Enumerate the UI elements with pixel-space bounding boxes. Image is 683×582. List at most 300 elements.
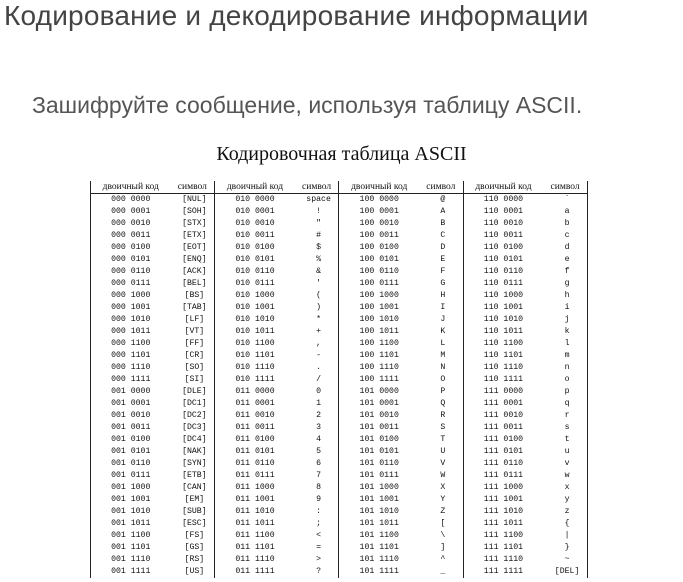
binary-code-cell: 111 0111 bbox=[483, 471, 524, 481]
binary-code-cell: 100 0000 bbox=[359, 195, 399, 205]
task-instruction: Зашифруйте сообщение, используя таблицу ASCII. bbox=[32, 92, 583, 118]
symbol-cell: [NAK] bbox=[170, 446, 214, 458]
symbol-cell: [LF] bbox=[170, 314, 214, 326]
table-row bbox=[91, 410, 588, 422]
binary-code-cell: 011 0010 bbox=[235, 411, 275, 421]
column-header: символ bbox=[419, 181, 463, 194]
symbol-cell: p bbox=[543, 386, 587, 398]
binary-code-cell: 111 1100 bbox=[483, 531, 524, 541]
symbol-cell: j bbox=[543, 314, 587, 326]
symbol-cell: J bbox=[419, 314, 463, 326]
symbol-cell: [CAN] bbox=[170, 482, 214, 494]
column-header: символ bbox=[543, 181, 587, 194]
table-row bbox=[91, 566, 588, 578]
symbol-cell: L bbox=[419, 338, 463, 350]
binary-code-cell: 011 1100 bbox=[235, 531, 275, 541]
symbol-cell: $ bbox=[295, 242, 339, 254]
symbol-cell: q bbox=[543, 398, 587, 410]
symbol-cell: Z bbox=[419, 506, 463, 518]
binary-code-cell: 110 1110 bbox=[483, 363, 524, 373]
binary-code-cell: 101 0101 bbox=[359, 447, 399, 457]
binary-code-cell: 010 0000 bbox=[235, 195, 275, 205]
symbol-cell: B bbox=[419, 218, 463, 230]
binary-code-cell: 000 1100 bbox=[91, 338, 171, 350]
table-row bbox=[91, 290, 588, 302]
table-row bbox=[91, 266, 588, 278]
binary-code-cell: 010 1110 bbox=[235, 363, 275, 373]
symbol-cell: 2 bbox=[295, 410, 339, 422]
symbol-cell: d bbox=[543, 242, 587, 254]
symbol-cell: n bbox=[543, 362, 587, 374]
binary-code-cell: 000 0100 bbox=[91, 242, 171, 254]
symbol-cell: [RS] bbox=[170, 554, 214, 566]
binary-code-cell: 001 0101 bbox=[91, 446, 171, 458]
symbol-cell: + bbox=[295, 326, 339, 338]
binary-code-cell: 110 0000 bbox=[483, 195, 524, 205]
binary-code-cell: 110 1011 bbox=[483, 327, 524, 337]
symbol-cell: f bbox=[543, 266, 587, 278]
table-row bbox=[91, 470, 588, 482]
binary-code-cell: 011 0110 bbox=[235, 459, 275, 469]
symbol-cell: = bbox=[295, 542, 339, 554]
symbol-cell: a bbox=[543, 206, 587, 218]
table-body bbox=[91, 194, 588, 578]
table-row bbox=[91, 518, 588, 530]
binary-code-cell: 111 0010 bbox=[483, 411, 524, 421]
column-header: двоичный код bbox=[339, 181, 419, 194]
binary-code-cell: 011 1001 bbox=[235, 495, 275, 505]
symbol-cell: ( bbox=[295, 290, 339, 302]
symbol-cell: 0 bbox=[295, 386, 339, 398]
binary-code-cell: 001 1010 bbox=[91, 506, 171, 518]
binary-code-cell: 010 0111 bbox=[235, 279, 275, 289]
symbol-cell: [GS] bbox=[170, 542, 214, 554]
symbol-cell: H bbox=[419, 290, 463, 302]
symbol-cell: " bbox=[295, 218, 339, 230]
symbol-cell: 6 bbox=[295, 458, 339, 470]
symbol-cell: [NUL] bbox=[170, 194, 214, 206]
table-row bbox=[91, 554, 588, 566]
binary-code-cell: 111 0001 bbox=[483, 399, 524, 409]
binary-code-cell: 110 1001 bbox=[483, 303, 524, 313]
binary-code-cell: 000 1010 bbox=[91, 314, 171, 326]
binary-code-cell: 101 0110 bbox=[359, 459, 399, 469]
binary-code-cell: 101 1110 bbox=[359, 555, 399, 565]
binary-code-cell: 001 0010 bbox=[91, 410, 171, 422]
symbol-cell: ' bbox=[295, 278, 339, 290]
binary-code-cell: 000 0111 bbox=[91, 278, 171, 290]
binary-code-cell: 010 1001 bbox=[235, 303, 275, 313]
binary-code-cell: 111 1010 bbox=[483, 507, 524, 517]
table-row bbox=[91, 362, 588, 374]
binary-code-cell: 101 1000 bbox=[359, 483, 399, 493]
binary-code-cell: 111 1111 bbox=[483, 567, 524, 576]
binary-code-cell: 110 0100 bbox=[483, 243, 524, 253]
symbol-cell: h bbox=[543, 290, 587, 302]
symbol-cell: [ETB] bbox=[170, 470, 214, 482]
symbol-cell: y bbox=[543, 494, 587, 506]
binary-code-cell: 100 1000 bbox=[359, 291, 399, 301]
symbol-cell: 4 bbox=[295, 434, 339, 446]
binary-code-cell: 011 1000 bbox=[235, 483, 275, 493]
symbol-cell: 7 bbox=[295, 470, 339, 482]
binary-code-cell: 110 1101 bbox=[483, 351, 524, 361]
symbol-cell: F bbox=[419, 266, 463, 278]
binary-code-cell: 100 0100 bbox=[359, 243, 399, 253]
symbol-cell: [SYN] bbox=[170, 458, 214, 470]
symbol-cell: [FF] bbox=[170, 338, 214, 350]
symbol-cell: | bbox=[543, 530, 587, 542]
symbol-cell: ! bbox=[295, 206, 339, 218]
binary-code-cell: 101 1111 bbox=[359, 567, 399, 576]
symbol-cell: @ bbox=[419, 194, 463, 206]
symbol-cell: g bbox=[543, 278, 587, 290]
binary-code-cell: 111 1110 bbox=[483, 555, 524, 565]
symbol-cell: U bbox=[419, 446, 463, 458]
table-row bbox=[91, 530, 588, 542]
binary-code-cell: 000 1110 bbox=[91, 362, 171, 374]
symbol-cell: & bbox=[295, 266, 339, 278]
symbol-cell: ` bbox=[543, 194, 587, 206]
symbol-cell: \ bbox=[419, 530, 463, 542]
symbol-cell: [DC2] bbox=[170, 410, 214, 422]
symbol-cell: Q bbox=[419, 398, 463, 410]
binary-code-cell: 101 1010 bbox=[359, 507, 399, 517]
symbol-cell: ) bbox=[295, 302, 339, 314]
symbol-cell: S bbox=[419, 422, 463, 434]
binary-code-cell: 010 1000 bbox=[235, 291, 275, 301]
symbol-cell: x bbox=[543, 482, 587, 494]
symbol-cell: [BS] bbox=[170, 290, 214, 302]
symbol-cell: : bbox=[295, 506, 339, 518]
binary-code-cell: 011 0011 bbox=[235, 423, 275, 433]
table-row bbox=[91, 302, 588, 314]
binary-code-cell: 000 0101 bbox=[91, 254, 171, 266]
page-title: Кодирование и декодирование информации bbox=[4, 0, 589, 31]
binary-code-cell: 010 0110 bbox=[235, 267, 275, 277]
binary-code-cell: 010 1101 bbox=[235, 351, 275, 361]
symbol-cell: V bbox=[419, 458, 463, 470]
symbol-cell: u bbox=[543, 446, 587, 458]
symbol-cell: space bbox=[295, 194, 339, 206]
symbol-cell: _ bbox=[419, 566, 463, 578]
binary-code-cell: 001 0110 bbox=[91, 458, 171, 470]
table-title: Кодировочная таблица ASCII bbox=[216, 143, 467, 165]
table-row bbox=[91, 206, 588, 218]
table-row bbox=[91, 434, 588, 446]
binary-code-cell: 101 0100 bbox=[359, 435, 399, 445]
binary-code-cell: 101 1100 bbox=[359, 531, 399, 541]
binary-code-cell: 001 1000 bbox=[91, 482, 171, 494]
symbol-cell: b bbox=[543, 218, 587, 230]
binary-code-cell: 111 1001 bbox=[483, 495, 524, 505]
binary-code-cell: 100 0001 bbox=[359, 207, 399, 217]
symbol-cell: G bbox=[419, 278, 463, 290]
symbol-cell: . bbox=[295, 362, 339, 374]
symbol-cell: 3 bbox=[295, 422, 339, 434]
symbol-cell: ? bbox=[295, 566, 339, 578]
symbol-cell: [SO] bbox=[170, 362, 214, 374]
binary-code-cell: 110 0101 bbox=[483, 255, 524, 265]
symbol-cell: # bbox=[295, 230, 339, 242]
symbol-cell: [ENQ] bbox=[170, 254, 214, 266]
binary-code-cell: 011 1111 bbox=[235, 567, 275, 576]
symbol-cell: [SUB] bbox=[170, 506, 214, 518]
table-row bbox=[91, 314, 588, 326]
binary-code-cell: 001 1100 bbox=[91, 530, 171, 542]
binary-code-cell: 100 0101 bbox=[359, 255, 399, 265]
binary-code-cell: 010 0010 bbox=[235, 219, 275, 229]
binary-code-cell: 011 1010 bbox=[235, 507, 275, 517]
binary-code-cell: 100 1100 bbox=[359, 339, 399, 349]
symbol-cell: [ bbox=[419, 518, 463, 530]
binary-code-cell: 110 0111 bbox=[483, 279, 524, 289]
binary-code-cell: 100 1001 bbox=[359, 303, 399, 313]
symbol-cell: , bbox=[295, 338, 339, 350]
binary-code-cell: 010 1100 bbox=[235, 339, 275, 349]
symbol-cell: l bbox=[543, 338, 587, 350]
binary-code-cell: 100 1011 bbox=[359, 327, 399, 337]
symbol-cell: W bbox=[419, 470, 463, 482]
binary-code-cell: 100 1101 bbox=[359, 351, 399, 361]
symbol-cell: [TAB] bbox=[170, 302, 214, 314]
symbol-cell: [DEL] bbox=[543, 566, 587, 578]
binary-code-cell: 010 0011 bbox=[235, 231, 275, 241]
symbol-cell: [STX] bbox=[170, 218, 214, 230]
symbol-cell: I bbox=[419, 302, 463, 314]
symbol-cell: C bbox=[419, 230, 463, 242]
column-header: символ bbox=[170, 181, 214, 194]
binary-code-cell: 101 0000 bbox=[359, 387, 399, 397]
binary-code-cell: 001 1110 bbox=[91, 554, 171, 566]
binary-code-cell: 000 1000 bbox=[91, 290, 171, 302]
symbol-cell: i bbox=[543, 302, 587, 314]
binary-code-cell: 101 0001 bbox=[359, 399, 399, 409]
binary-code-cell: 011 1110 bbox=[235, 555, 275, 565]
symbol-cell: 8 bbox=[295, 482, 339, 494]
binary-code-cell: 000 0010 bbox=[91, 218, 171, 230]
symbol-cell: ^ bbox=[419, 554, 463, 566]
symbol-cell: 5 bbox=[295, 446, 339, 458]
symbol-cell: 1 bbox=[295, 398, 339, 410]
binary-code-cell: 100 0011 bbox=[359, 231, 399, 241]
binary-code-cell: 101 1011 bbox=[359, 519, 399, 529]
symbol-cell: [DLE] bbox=[170, 386, 214, 398]
symbol-cell: t bbox=[543, 434, 587, 446]
binary-code-cell: 110 0001 bbox=[483, 207, 524, 217]
symbol-cell: [ESC] bbox=[170, 518, 214, 530]
symbol-cell: [DC1] bbox=[170, 398, 214, 410]
table-row bbox=[91, 422, 588, 434]
binary-code-cell: 101 0010 bbox=[359, 411, 399, 421]
binary-code-cell: 001 0100 bbox=[91, 434, 171, 446]
binary-code-cell: 010 1011 bbox=[235, 327, 275, 337]
symbol-cell: o bbox=[543, 374, 587, 386]
symbol-cell: [ETX] bbox=[170, 230, 214, 242]
binary-code-cell: 001 1011 bbox=[91, 518, 171, 530]
binary-code-cell: 111 0000 bbox=[483, 387, 524, 397]
table-row bbox=[91, 242, 588, 254]
binary-code-cell: 110 1000 bbox=[483, 291, 524, 301]
binary-code-cell: 011 0111 bbox=[235, 471, 275, 481]
binary-code-cell: 111 1101 bbox=[483, 543, 524, 553]
binary-code-cell: 000 0001 bbox=[91, 206, 171, 218]
symbol-cell: k bbox=[543, 326, 587, 338]
binary-code-cell: 000 0000 bbox=[91, 194, 171, 206]
binary-code-cell: 001 1001 bbox=[91, 494, 171, 506]
symbol-cell: M bbox=[419, 350, 463, 362]
table-row bbox=[91, 374, 588, 386]
symbol-cell: [SOH] bbox=[170, 206, 214, 218]
symbol-cell: r bbox=[543, 410, 587, 422]
symbol-cell: } bbox=[543, 542, 587, 554]
symbol-cell: P bbox=[419, 386, 463, 398]
symbol-cell: N bbox=[419, 362, 463, 374]
binary-code-cell: 011 0001 bbox=[235, 399, 275, 409]
table-row bbox=[91, 542, 588, 554]
symbol-cell: R bbox=[419, 410, 463, 422]
binary-code-cell: 100 0111 bbox=[359, 279, 399, 289]
symbol-cell: - bbox=[295, 350, 339, 362]
column-header: двоичный код bbox=[463, 181, 543, 194]
symbol-cell: { bbox=[543, 518, 587, 530]
table-row bbox=[91, 386, 588, 398]
binary-code-cell: 000 0011 bbox=[91, 230, 171, 242]
symbol-cell: ] bbox=[419, 542, 463, 554]
binary-code-cell: 100 1010 bbox=[359, 315, 399, 325]
column-header: двоичный код bbox=[91, 181, 171, 194]
symbol-cell: 9 bbox=[295, 494, 339, 506]
binary-code-cell: 101 1001 bbox=[359, 495, 399, 505]
symbol-cell: z bbox=[543, 506, 587, 518]
table-row bbox=[91, 458, 588, 470]
symbol-cell: [DC3] bbox=[170, 422, 214, 434]
binary-code-cell: 000 1001 bbox=[91, 302, 171, 314]
column-header: двоичный код bbox=[215, 181, 295, 194]
table-row bbox=[91, 326, 588, 338]
symbol-cell: [FS] bbox=[170, 530, 214, 542]
binary-code-cell: 000 1101 bbox=[91, 350, 171, 362]
binary-code-cell: 111 1011 bbox=[483, 519, 524, 529]
symbol-cell: [DC4] bbox=[170, 434, 214, 446]
binary-code-cell: 010 0100 bbox=[235, 243, 275, 253]
binary-code-cell: 011 0000 bbox=[235, 387, 275, 397]
binary-code-cell: 111 1000 bbox=[483, 483, 524, 493]
table-row bbox=[91, 494, 588, 506]
binary-code-cell: 110 1111 bbox=[483, 375, 524, 385]
binary-code-cell: 010 0001 bbox=[235, 207, 275, 217]
symbol-cell: ~ bbox=[543, 554, 587, 566]
table-row bbox=[91, 194, 588, 206]
symbol-cell: A bbox=[419, 206, 463, 218]
binary-code-cell: 111 0011 bbox=[483, 423, 524, 433]
symbol-cell: e bbox=[543, 254, 587, 266]
symbol-cell: / bbox=[295, 374, 339, 386]
symbol-cell: v bbox=[543, 458, 587, 470]
table-row bbox=[91, 350, 588, 362]
binary-code-cell: 101 1101 bbox=[359, 543, 399, 553]
binary-code-cell: 011 0101 bbox=[235, 447, 275, 457]
symbol-cell: [EOT] bbox=[170, 242, 214, 254]
binary-code-cell: 010 0101 bbox=[235, 255, 275, 265]
binary-code-cell: 100 1111 bbox=[359, 375, 399, 385]
table-row bbox=[91, 446, 588, 458]
binary-code-cell: 110 0011 bbox=[483, 231, 524, 241]
symbol-cell: T bbox=[419, 434, 463, 446]
table-row bbox=[91, 398, 588, 410]
binary-code-cell: 010 1010 bbox=[235, 315, 275, 325]
binary-code-cell: 000 1111 bbox=[91, 374, 171, 386]
binary-code-cell: 101 0111 bbox=[359, 471, 399, 481]
table-row bbox=[91, 230, 588, 242]
binary-code-cell: 001 0011 bbox=[91, 422, 171, 434]
binary-code-cell: 111 0110 bbox=[483, 459, 524, 469]
binary-code-cell: 000 1011 bbox=[91, 326, 171, 338]
table-row bbox=[91, 506, 588, 518]
binary-code-cell: 111 0101 bbox=[483, 447, 524, 457]
symbol-cell: X bbox=[419, 482, 463, 494]
binary-code-cell: 100 0110 bbox=[359, 267, 399, 277]
symbol-cell: w bbox=[543, 470, 587, 482]
binary-code-cell: 011 1011 bbox=[235, 519, 275, 529]
symbol-cell: [US] bbox=[170, 566, 214, 578]
symbol-cell: m bbox=[543, 350, 587, 362]
binary-code-cell: 111 0100 bbox=[483, 435, 524, 445]
ascii-table bbox=[90, 181, 588, 578]
table-row bbox=[91, 254, 588, 266]
binary-code-cell: 110 1010 bbox=[483, 315, 524, 325]
binary-code-cell: 100 0010 bbox=[359, 219, 399, 229]
symbol-cell: * bbox=[295, 314, 339, 326]
table-row bbox=[91, 338, 588, 350]
symbol-cell: [VT] bbox=[170, 326, 214, 338]
binary-code-cell: 110 0110 bbox=[483, 267, 524, 277]
symbol-cell: ; bbox=[295, 518, 339, 530]
binary-code-cell: 000 0110 bbox=[91, 266, 171, 278]
symbol-cell: [BEL] bbox=[170, 278, 214, 290]
symbol-cell: D bbox=[419, 242, 463, 254]
binary-code-cell: 011 0100 bbox=[235, 435, 275, 445]
symbol-cell: < bbox=[295, 530, 339, 542]
symbol-cell: Y bbox=[419, 494, 463, 506]
binary-code-cell: 110 0010 bbox=[483, 219, 524, 229]
symbol-cell: s bbox=[543, 422, 587, 434]
symbol-cell: c bbox=[543, 230, 587, 242]
binary-code-cell: 001 0001 bbox=[91, 398, 171, 410]
column-header: символ bbox=[295, 181, 339, 194]
symbol-cell: > bbox=[295, 554, 339, 566]
symbol-cell: [ACK] bbox=[170, 266, 214, 278]
binary-code-cell: 100 1110 bbox=[359, 363, 399, 373]
symbol-cell: O bbox=[419, 374, 463, 386]
binary-code-cell: 101 0011 bbox=[359, 423, 399, 433]
symbol-cell: E bbox=[419, 254, 463, 266]
table-row bbox=[91, 278, 588, 290]
symbol-cell: % bbox=[295, 254, 339, 266]
table-row bbox=[91, 482, 588, 494]
binary-code-cell: 011 1101 bbox=[235, 543, 275, 553]
table-header-row bbox=[91, 181, 588, 194]
table-row bbox=[91, 218, 588, 230]
binary-code-cell: 110 1100 bbox=[483, 339, 524, 349]
symbol-cell: [CR] bbox=[170, 350, 214, 362]
binary-code-cell: 001 0111 bbox=[91, 470, 171, 482]
binary-code-cell: 001 1111 bbox=[91, 566, 171, 578]
binary-code-cell: 010 1111 bbox=[235, 375, 275, 385]
binary-code-cell: 001 0000 bbox=[91, 386, 171, 398]
symbol-cell: K bbox=[419, 326, 463, 338]
binary-code-cell: 001 1101 bbox=[91, 542, 171, 554]
